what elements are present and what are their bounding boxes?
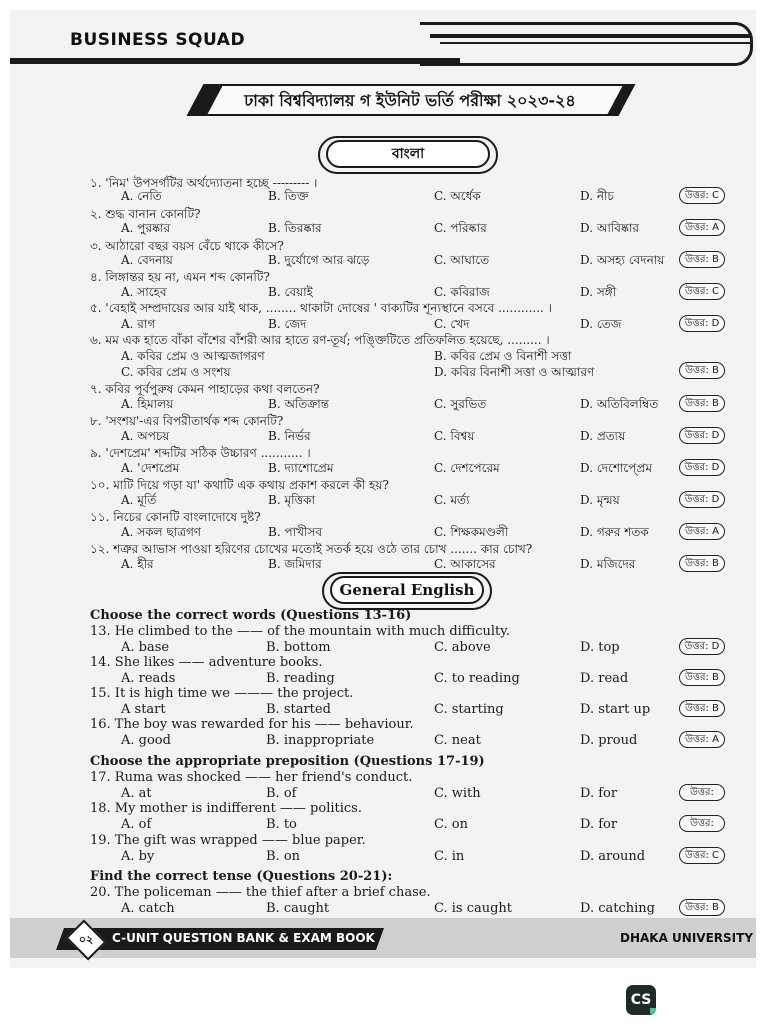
option-c: C. পরিষ্কার — [434, 221, 487, 235]
option-d: D. proud — [580, 733, 638, 748]
answer-badge: উত্তর: B — [679, 395, 725, 412]
option-a: A. অপচয় — [121, 429, 170, 443]
option-d: D. top — [580, 640, 620, 655]
answer-badge: উত্তর: — [679, 815, 725, 832]
exam-title: ঢাকা বিশ্ববিদ্যালয় গ ইউনিট ভর্তি পরীক্ষা ২০২৩-২৪ — [244, 91, 576, 110]
option-a: A. হীর — [121, 557, 154, 571]
option-a: A. at — [121, 786, 152, 801]
option-b: B. inappropriate — [266, 733, 375, 748]
question-text: ৬. মম এক হাতে বাঁকা বাঁশের বাঁশরী আর হাতে রণ-তূর্য; পঙ্ক্তিটিতে প্রতিফলিত হয়েছে, ......... । — [90, 333, 550, 347]
option-a: A. সকল ছাত্রগণ — [121, 525, 202, 539]
option-d: D. প্রত্যয় — [580, 429, 626, 443]
option-a: A. 'দেশপ্রেম — [121, 461, 180, 475]
option-d: D. মৃন্ময় — [580, 493, 620, 507]
page-number: ০২ — [78, 933, 94, 946]
option-d: D. আবিষ্কার — [580, 221, 640, 235]
option-a: A. base — [121, 640, 170, 655]
section-heading: Find the correct tense (Questions 20-21): — [90, 869, 393, 884]
option-c: C. দেশপেরেম — [434, 461, 500, 475]
question-text: ১১. নিচের কোনটি বাংলাদোষে দুষ্ট? — [90, 510, 261, 524]
option-a: A. হিমালয় — [121, 397, 174, 411]
option-c: C. আঘাতে — [434, 253, 490, 267]
brand-title: BUSINESS SQUAD — [70, 30, 246, 50]
question-text: ২. শুদ্ধ বানান কোনটি? — [90, 207, 201, 221]
answer-badge: উত্তর: C — [679, 847, 725, 864]
question-text: 19. The gift was wrapped —— blue paper. — [90, 833, 366, 848]
option-a: A. মূর্তি — [121, 493, 157, 507]
option-a: A. catch — [121, 901, 175, 916]
option-c: C. is caught — [434, 901, 513, 916]
option-d: D. গরুর শতক — [580, 525, 649, 539]
camscanner-logo: CS — [626, 985, 656, 1015]
answer-badge: উত্তর: A — [679, 219, 725, 236]
option-a: A. by — [121, 849, 155, 864]
option-c: C. মর্ত্য — [434, 493, 470, 507]
option-a: A. of — [121, 817, 152, 832]
option-d: D. দেশোপ্প্রেম — [580, 461, 652, 475]
option-b: B. তিক্ত — [268, 189, 309, 203]
option-b: B. তিরষ্কার — [268, 221, 322, 235]
option-a: A. সাহেব — [121, 285, 167, 299]
option-c: C. neat — [434, 733, 481, 748]
option-b: B. পাখীসব — [268, 525, 322, 539]
option-b: B. জেদ — [268, 317, 307, 331]
option-d: D. অতিবিলম্বিত — [580, 397, 659, 411]
question-text: ৫. 'বেহাই সম্প্রদায়ের আর যাই থাক, ........ থাকাটা দোষের ' বাক্যটির শূন্যস্থানে বসবে ............ । — [90, 301, 552, 315]
answer-badge: উত্তর: A — [679, 523, 725, 540]
question-text: ৩. আঠারো বছর বয়স বেঁচে থাকে কীসে? — [90, 239, 284, 253]
option-d: D. সঙ্গী — [580, 285, 617, 299]
option-a: A. বেদনায় — [121, 253, 173, 267]
question-text: ১. 'নিম' উপসর্গটির অর্থদ্যোতনা হচ্ছে --------- । — [90, 176, 318, 190]
option-b: B. started — [266, 702, 331, 717]
option-b: B. bottom — [266, 640, 331, 655]
option-d: D. কবির বিনাশী সত্তা ও আত্মারণ — [434, 365, 595, 379]
option-d: D. মজিদের — [580, 557, 636, 571]
option-c: C. কবির প্রেম ও সংশয় — [121, 365, 231, 379]
footer-university: DHAKA UNIVERSITY — [620, 931, 754, 945]
option-d: D. around — [580, 849, 646, 864]
option-a: A. reads — [121, 671, 176, 686]
answer-badge: উত্তর: C — [679, 187, 725, 204]
option-d: D. for — [580, 786, 618, 801]
answer-badge: উত্তর: D — [679, 491, 725, 508]
header-divider — [10, 58, 460, 64]
question-text: ৪. লিঙ্গান্তর হয় না, এমন শব্দ কোনটি? — [90, 270, 270, 284]
section-title-bangla: বাংলা — [326, 140, 490, 168]
option-c: C. সুরভিত — [434, 397, 487, 411]
option-a: A. good — [121, 733, 171, 748]
option-b: B. on — [266, 849, 301, 864]
question-text: ৭. কবির পূর্বপুরুষ কেমন পাহাড়ের কথা বলতেন? — [90, 382, 320, 396]
camscanner-logo-accent — [650, 1008, 656, 1014]
option-b: B. of — [266, 786, 297, 801]
option-b: B. দ্যাশোপ্রেম — [268, 461, 334, 475]
option-c: C. above — [434, 640, 491, 655]
answer-badge: উত্তর: D — [679, 315, 725, 332]
option-a: A. রাগ — [121, 317, 156, 331]
option-c: C. কবিরাজ — [434, 285, 490, 299]
option-d: D. তেজ — [580, 317, 622, 331]
question-text: 17. Ruma was shocked —— her friend's conduct. — [90, 770, 413, 785]
option-c: C. বিশ্বয় — [434, 429, 475, 443]
answer-badge: উত্তর: B — [679, 899, 725, 916]
option-c: C. to reading — [434, 671, 520, 686]
option-c: C. starting — [434, 702, 504, 717]
option-b: B. মৃত্তিকা — [268, 493, 316, 507]
option-d: D. read — [580, 671, 629, 686]
section-heading: Choose the correct words (Questions 13-16) — [90, 608, 412, 623]
option-d: D. start up — [580, 702, 651, 717]
answer-badge: উত্তর: B — [679, 669, 725, 686]
option-b: B. জমিদার — [268, 557, 322, 571]
option-b: B. দুর্যোগে আর ঝড়ে — [268, 253, 370, 267]
question-text: ৯. 'দেশপ্রেম' শব্দটির সঠিক উচ্চারণ ........... । — [90, 446, 311, 460]
option-a: A. কবির প্রেম ও আত্মজাগরণ — [121, 349, 265, 363]
footer-book-title: C-UNIT QUESTION BANK & EXAM BOOK — [112, 931, 375, 945]
answer-badge: উত্তর: C — [679, 283, 725, 300]
answer-badge: উত্তর: B — [679, 251, 725, 268]
question-text: 13. He climbed to the —— of the mountain with much difficulty. — [90, 624, 510, 639]
answer-badge: উত্তর: B — [679, 555, 725, 572]
header-decoration — [420, 22, 753, 66]
answer-badge: উত্তর: B — [679, 362, 725, 379]
option-c: C. খেদ — [434, 317, 470, 331]
option-b: B. caught — [266, 901, 330, 916]
option-c: C. শিক্ষকমণ্ডলী — [434, 525, 509, 539]
option-b: B. কবির প্রেম ও বিনাশী সত্তা — [434, 349, 572, 363]
question-text: ৮. 'সংশয়'-এর বিপরীতার্থক শব্দ কোনটি? — [90, 414, 284, 428]
option-c: C. অর্ধেক — [434, 189, 481, 203]
question-text: 20. The policeman —— the thief after a brief chase. — [90, 885, 431, 900]
option-a: A. নেতি — [121, 189, 162, 203]
question-text: ১২. শত্রুর আভাস পাওয়া হরিণের চোখের মতোই সতর্ক হয়ে ওঠে তার চোখ ....... কার চোখ? — [90, 542, 533, 556]
answer-badge: উত্তর: D — [679, 459, 725, 476]
question-text: 14. She likes —— adventure books. — [90, 655, 323, 670]
answer-badge: উত্তর: D — [679, 427, 725, 444]
question-text: 16. The boy was rewarded for his —— behaviour. — [90, 717, 414, 732]
option-a: A. পুরষ্কার — [121, 221, 171, 235]
question-text: 15. It is high time we ——— the project. — [90, 686, 354, 701]
option-b: B. বেয়াই — [268, 285, 313, 299]
option-d: D. for — [580, 817, 618, 832]
option-b: B. নির্ভর — [268, 429, 311, 443]
option-b: B. অতিক্রান্ত — [268, 397, 330, 411]
answer-badge: উত্তর: D — [679, 638, 725, 655]
question-text: ১০. মাটি দিয়ে গড়া যা' কথাটি এক কথায় প্রকাশ করলে কী হয়? — [90, 478, 389, 492]
option-c: C. on — [434, 817, 468, 832]
header-stripe — [440, 42, 750, 44]
header-stripe — [430, 34, 750, 38]
answer-badge: উত্তর: — [679, 784, 725, 801]
section-title-english: General English — [330, 576, 484, 604]
question-text: 18. My mother is indifferent —— politics. — [90, 801, 362, 816]
option-c: C. আকাসের — [434, 557, 496, 571]
section-heading: Choose the appropriate preposition (Questions 17-19) — [90, 754, 485, 769]
option-a: A start — [121, 702, 166, 717]
option-d: D. catching — [580, 901, 655, 916]
option-b: B. reading — [266, 671, 335, 686]
answer-badge: উত্তর: A — [679, 731, 725, 748]
option-d: D. নীচ — [580, 189, 614, 203]
option-b: B. to — [266, 817, 297, 832]
option-c: C. in — [434, 849, 465, 864]
answer-badge: উত্তর: B — [679, 700, 725, 717]
option-c: C. with — [434, 786, 481, 801]
option-d: D. অসহ্য বেদনায় — [580, 253, 665, 267]
